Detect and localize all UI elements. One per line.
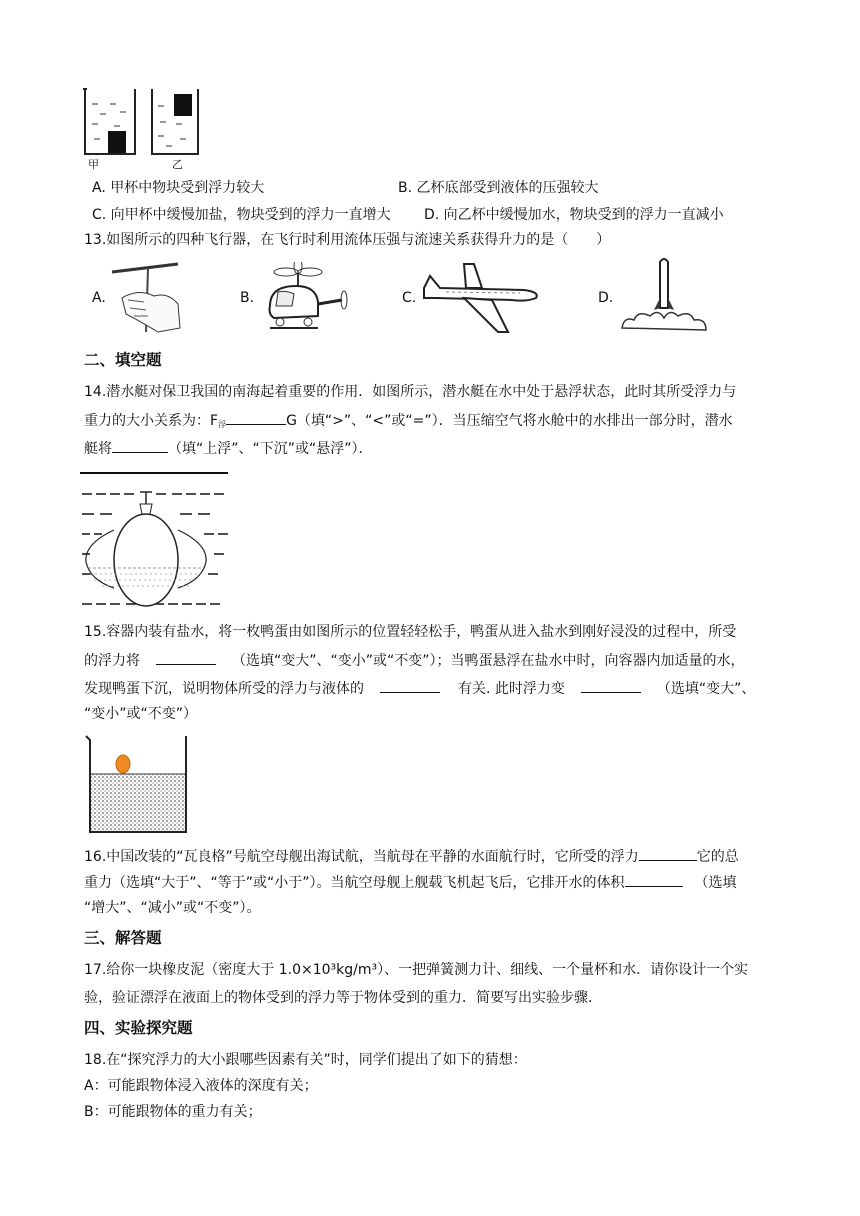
q14-text-2b: G（填“>”、“<”或“=”）．当压缩空气将水舱中的水排出一部分时，潜水 (286, 413, 733, 429)
q17-line-2: 验，验证漂浮在液面上的物体受到的浮力等于物体受到的重力．简要写出实验步骤． (84, 990, 602, 1006)
bamboo-dragonfly-icon (108, 258, 184, 336)
q14-blank-1[interactable] (226, 410, 286, 425)
q14-text-2a: 重力的大小关系为：F (84, 413, 219, 429)
q18-line-1: 18.在“探究浮力的大小跟哪些因素有关”时，同学们提出了如下的猜想： (84, 1052, 527, 1068)
helicopter-icon (256, 262, 352, 332)
q15-line-4: “变小”或“不变”） (84, 706, 198, 722)
q14-subscript: 浮 (218, 420, 227, 429)
q16-text-1b: 它的总 (696, 849, 739, 865)
submarine-figure (80, 470, 230, 610)
label-cup-a: 甲 (88, 158, 99, 171)
q12-option-a: A. 甲杯中物块受到浮力较大 (92, 180, 265, 196)
q15-blank-3[interactable] (581, 678, 641, 693)
q15-blank-2[interactable] (380, 678, 440, 693)
q14-line-1: 14.潜水艇对保卫我国的南海起着重要的作用．如图所示，潜水艇在水中处于悬浮状态，此时其所受浮力与 (84, 384, 737, 400)
q15-line-1: 15.容器内装有盐水，将一枚鸭蛋由如图所示的位置轻轻松手，鸭蛋从进入盐水到刚好浸没的过程中，所受 (84, 624, 737, 640)
q15-text-3a: 发现鸭蛋下沉，说明物体所受的浮力与液体的 (84, 681, 364, 697)
egg-beaker-figure (82, 732, 190, 836)
q17-line-1: 17.给你一块橡皮泥（密度大于 1.0×10³kg/m³）、一把弹簧测力计、细线、一个量杯和水．请你设计一个实 (84, 962, 749, 978)
q16-line-1 (84, 846, 739, 867)
q16-text-2b: （选填 (694, 875, 737, 891)
q18-line-2: A：可能跟物体浸入液体的深度有关； (84, 1078, 318, 1094)
q13-option-c: C. (402, 290, 417, 306)
q13-stem: 13.如图所示的四种飞行器，在飞行时利用流体压强与流速关系获得升力的是（ ） (84, 232, 611, 248)
airplane-icon (416, 258, 546, 336)
q15-line-2 (84, 650, 745, 671)
q14-text-3a: 艇将 (84, 441, 112, 457)
q15-text-2a: 的浮力将 (84, 653, 140, 669)
q16-text-1a: 16.中国改装的“瓦良格”号航空母舰出海试航，当航母在平静的水面航行时，它所受的浮力 (84, 849, 639, 865)
q15-text-2b: （选填“变大”、“变小”或“不变”）；当鸭蛋悬浮在盐水中时，向容器内加适量的水， (232, 653, 745, 669)
q16-blank-1[interactable] (639, 846, 697, 861)
q12-option-b: B. 乙杯底部受到液体的压强较大 (398, 180, 599, 196)
q16-text-2a: 重力（选填“大于”、“等于”或“小于”）。当航空母舰上舰载飞机起飞后，它排开水的体积 (84, 875, 625, 891)
q15-text-3b: 有关. 此时浮力变 (458, 681, 565, 697)
q15-text-3c: （选填“变大”、 (656, 681, 756, 697)
q18-line-3: B：可能跟物体的重力有关； (84, 1104, 262, 1120)
q15-line-3 (84, 678, 755, 699)
label-cup-b: 乙 (172, 158, 183, 171)
q14-blank-2[interactable] (112, 438, 168, 453)
q13-option-a: A. (92, 290, 106, 306)
q16-line-2 (84, 872, 737, 893)
q14-text-3b: （填“上浮”、“下沉”或“悬浮”）． (168, 441, 373, 457)
q14-line-3 (84, 438, 373, 459)
q16-line-3: “增大”、“减小”或“不变”）。 (84, 900, 261, 916)
rocket-icon (618, 258, 710, 336)
section-heading-answer: 三、解答题 (84, 929, 162, 947)
q15-blank-1[interactable] (156, 650, 216, 665)
section-heading-experiment: 四、实验探究题 (84, 1019, 193, 1037)
q16-blank-2[interactable] (625, 872, 683, 887)
q12-option-c: C. 向甲杯中缓慢加盐，物块受到的浮力一直增大 (92, 207, 391, 223)
section-heading-fill-in: 二、填空题 (84, 351, 162, 369)
q14-line-2 (84, 410, 733, 435)
q13-option-d: D. (598, 290, 614, 306)
q13-option-b: B. (240, 290, 255, 306)
q12-option-d: D. 向乙杯中缓慢加水，物块受到的浮力一直减小 (424, 207, 724, 223)
